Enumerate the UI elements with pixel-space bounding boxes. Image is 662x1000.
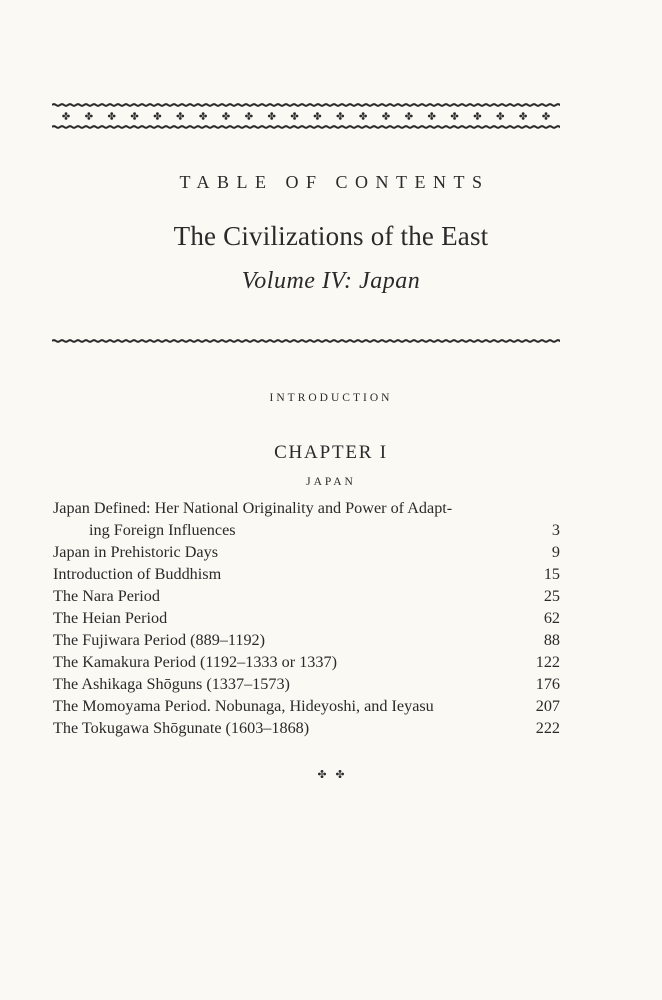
entry-page: 9 [551,543,560,561]
entry-page: 62 [543,609,560,627]
entry-title: ing Foreign Influences [89,521,236,539]
volume-title: Volume IV: Japan [241,268,421,294]
toc-entry[interactable] [53,651,560,673]
ornamental-rule-bottom [52,333,560,343]
entry-title: The Kamakura Period (1192–1333 or 1337) [53,653,337,671]
toc-entry[interactable] [53,629,560,651]
entry-page: 88 [543,631,560,649]
entry-page: 207 [535,697,560,715]
entry-title: Japan in Prehistoric Days [53,543,218,561]
toc-entry[interactable] [53,695,560,717]
entry-title: The Ashikaga Shōguns (1337–1573) [53,675,290,693]
entry-title: The Nara Period [53,587,160,605]
entry-title: The Fujiwara Period (889–1192) [53,631,266,649]
entry-page: 222 [535,719,560,737]
chapter-subheading: JAPAN [306,476,356,488]
toc-entries [53,497,560,739]
entry-title: The Momoyama Period. Nobunaga, Hideyoshi, and Ieyasu [53,697,434,715]
toc-entry[interactable] [53,497,560,519]
toc-entry-continuation[interactable] [53,519,560,541]
entry-page: 15 [543,565,560,583]
entry-page: 25 [543,587,560,605]
introduction-heading: INTRODUCTION [269,392,393,404]
toc-label: TABLE OF CONTENTS [179,172,490,192]
end-fleuron-ornament [0,766,662,787]
entry-page: 176 [535,675,560,693]
entry-title: The Tokugawa Shōgunate (1603–1868) [53,719,310,737]
entry-page: 3 [551,521,560,539]
toc-entry[interactable] [53,563,560,585]
book-title: The Civilizations of the East [173,221,489,251]
chapter-heading: CHAPTER I [274,442,388,463]
toc-entry[interactable] [53,541,560,563]
toc-entry[interactable] [53,607,560,629]
entry-title: Introduction of Buddhism [53,565,222,583]
toc-entry[interactable] [53,717,560,739]
entry-title: The Heian Period [53,609,168,627]
toc-entry[interactable] [53,673,560,695]
toc-entry[interactable] [53,585,560,607]
ornamental-border-top [52,98,560,134]
entry-page: 122 [535,653,560,671]
entry-title: Japan Defined: Her National Originality and Power of Adapt- [53,499,453,517]
